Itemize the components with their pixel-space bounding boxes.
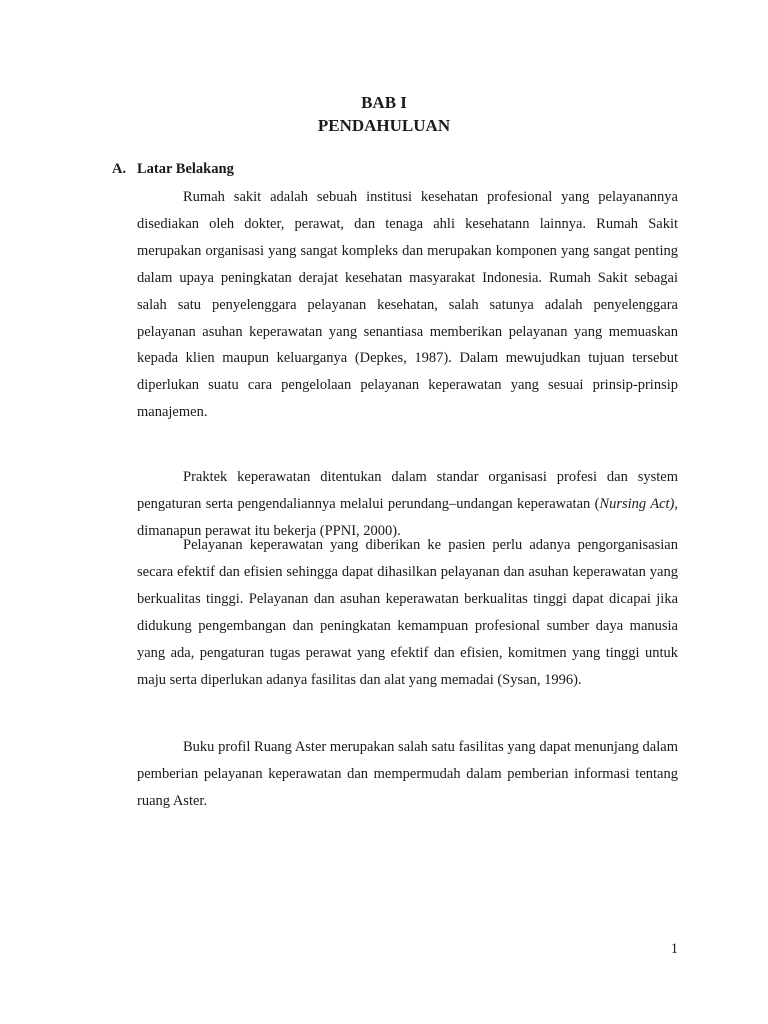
paragraph-1: Rumah sakit adalah sebuah institusi kesehatan profesional yang pelayanannya disediakan oleh dokter, perawat, dan tenaga ahli kesehatann lainnya. Rumah Sakit merupakan organisasi yang sangat kompleks dan merupakan komponen yang sangat penting dalam upaya peningkatan derajat kesehatan masyarakat Indonesia. Rumah Sakit sebagai salah satu penyelenggara pelayanan kesehatan, salah satunya adalah penyelenggara pelayanan asuhan keperawatan yang senantiasa memberikan pelayanan yang memuaskan kepada klien maupun keluarganya (Depkes, 1987). Dalam mewujudkan tujuan tersebut diperlukan suatu cara pengelolaan pelayanan keperawatan yang sesuai prinsip-prinsip manajemen. <box>137 189 678 421</box>
section-heading <box>112 161 234 178</box>
paragraph-2-text-end: , dimanapun perawat itu bekerja (PPNI, 2000). <box>137 495 679 539</box>
chapter-title: PENDAHULUAN <box>317 116 451 135</box>
section-letter: A. <box>112 161 127 177</box>
chapter-number: BAB I <box>361 93 407 112</box>
section-title: Latar Belakang <box>137 161 234 177</box>
paragraph-4: Buku profil Ruang Aster merupakan salah satu fasilitas yang dapat menunjang dalam pemberian pelayanan keperawatan dan mempermudah dalam pemberian informasi tentang ruang Aster. <box>137 739 678 809</box>
paragraph-2-italic-term: Nursing Act) <box>599 495 675 512</box>
paragraph-2-text-start: Praktek keperawatan ditentukan dalam standar organisasi profesi dan system pengaturan serta pengendaliannya melalui perundang–undangan keperawatan ( <box>137 469 678 512</box>
paragraph-3: Pelayanan keperawatan yang diberikan ke pasien perlu adanya pengorganisasian secara efektif dan efisien sehingga dapat dihasilkan pelayanan dan asuhan keperawatan yang berkualitas tinggi. Pelayanan dan asuhan keperawatan berkualitas tinggi dapat dicapai jika didukung pengembangan dan peningkatan kemampuan profesional sumber daya manusia yang ada, pengaturan tugas perawat yang efektif dan efisien, komitmen yang tinggi untuk maju serta diperlukan adanya fasilitas dan alat yang memadai (Sysan, 1996). <box>137 537 678 688</box>
page-number: 1 <box>670 941 678 957</box>
